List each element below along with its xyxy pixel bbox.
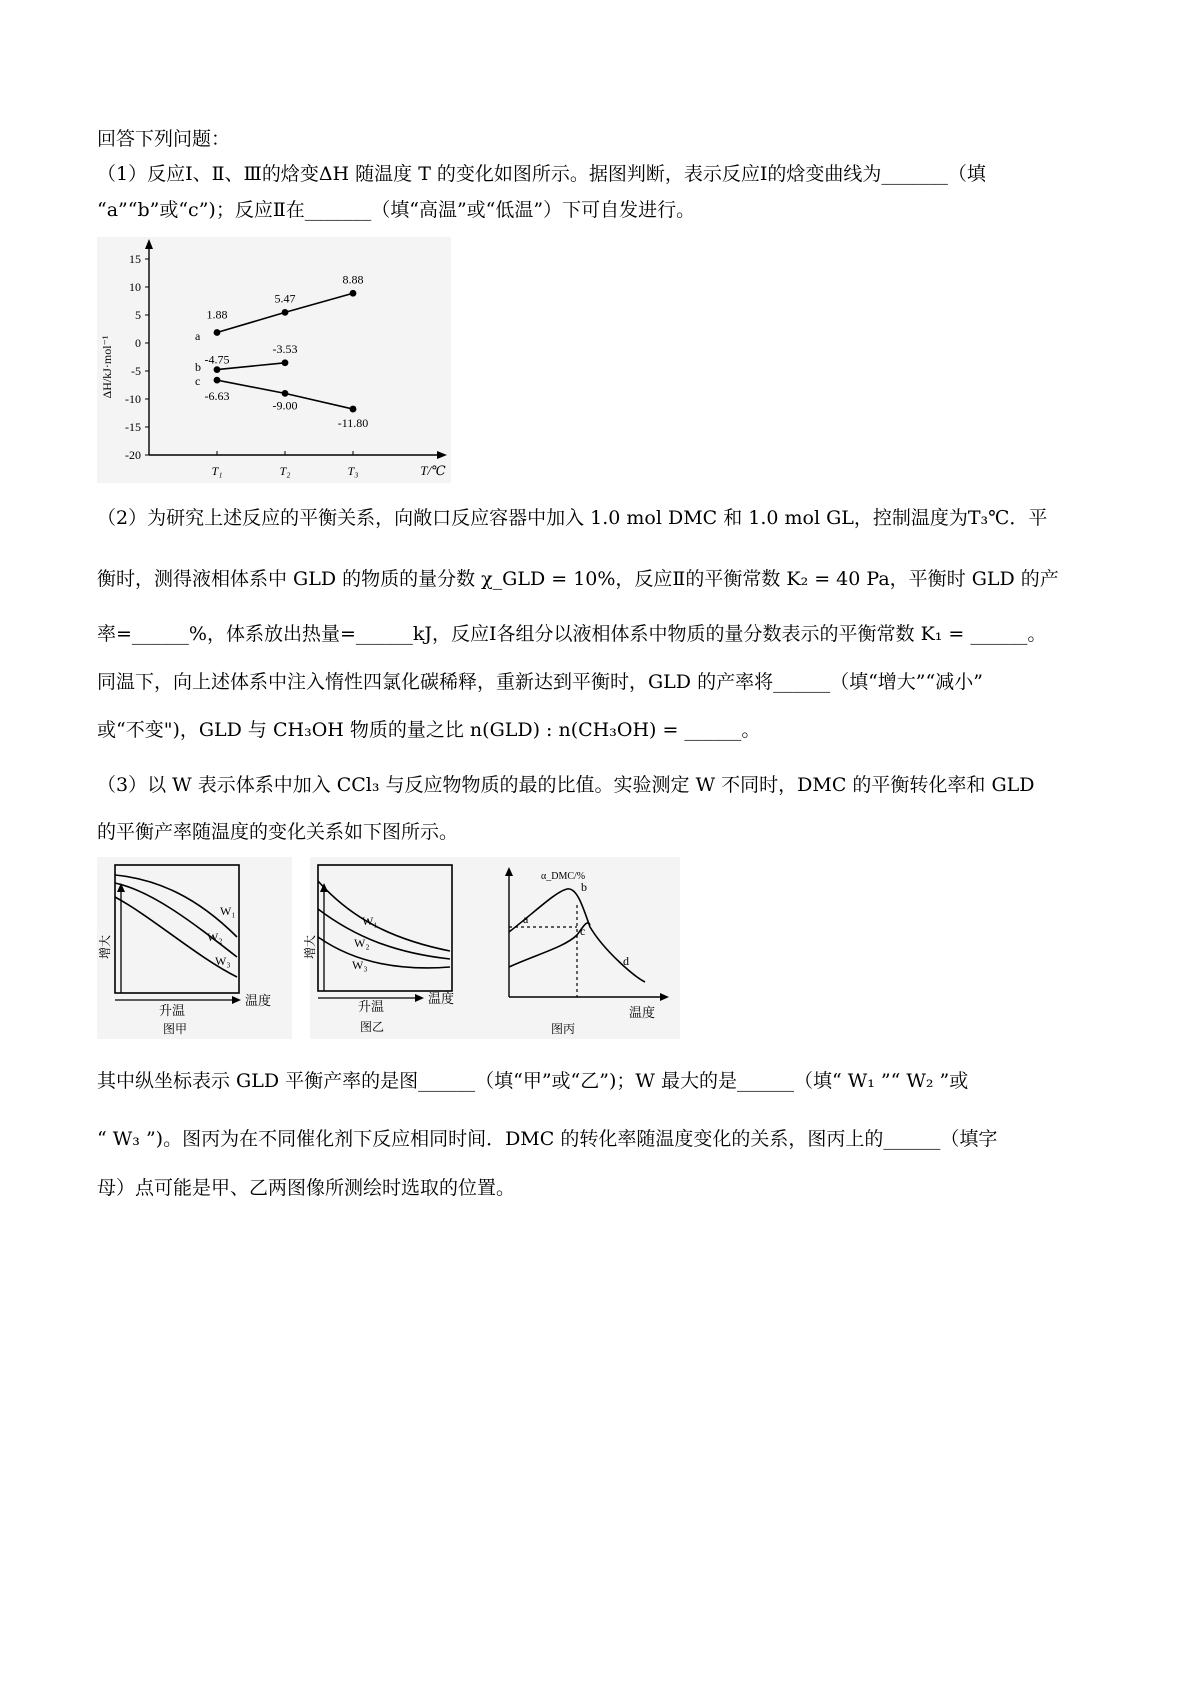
jia-w2-label: W₂ (207, 930, 223, 944)
jia-ylabel: 增大 (98, 934, 112, 960)
ytick-label: 5 (135, 308, 141, 322)
enthalpy-chart-ylabel: ΔH/kJ·mol⁻¹ (100, 335, 114, 399)
data-point-b (282, 359, 289, 366)
question-3-line-4: “ W₃ ”)。图丙为在不同催化剂下反应相同时间．DMC 的转化率随温度变化的关系，图丙上的______（填字 (97, 1128, 998, 1150)
question-3-line-3: 其中纵坐标表示 GLD 平衡产率的是图______（填“甲”或“乙”)；W 最大的是______（填“ W₁ ”“ W₂ ”或 (97, 1070, 969, 1092)
enthalpy-chart-svg (97, 237, 451, 483)
ytick-label: -5 (131, 364, 141, 378)
enthalpy-chart-xlabel: T/℃ (420, 463, 446, 478)
series-name-c: c (195, 374, 201, 388)
series-name-a: a (195, 329, 201, 343)
bing-point-d: d (623, 954, 629, 968)
ytick-label: 15 (129, 252, 141, 266)
xtick-label: T₂ (279, 464, 291, 478)
question-1-line-2: “a”“b”或“c”)；反应Ⅱ在_______（填“高温”或“低温”）下可自发进行。 (97, 199, 696, 221)
figure-yi (303, 857, 495, 1039)
question-2-line-2: 衡时，测得液相体系中 GLD 的物质的量分数 χ_GLD = 10%，反应Ⅱ的平衡常数 K₂ = 40 Pa，平衡时 GLD 的产 (97, 568, 1059, 590)
figure-yi-svg (303, 857, 495, 1039)
yi-curve-w1 (318, 881, 450, 951)
jia-w3-label: W₃ (215, 954, 231, 968)
jia-w1-label: W₁ (220, 904, 236, 918)
yi-w3-label: W₃ (352, 958, 368, 972)
bing-point-a: a (523, 912, 529, 926)
data-point-c (214, 377, 221, 384)
bing-title: 图丙 (551, 1022, 576, 1036)
xtick-label: T₃ (347, 464, 359, 478)
question-2-line-4: 同温下，向上述体系中注入惰性四氯化碳稀释，重新达到平衡时，GLD 的产率将______（填“增大”“减小” (97, 671, 983, 693)
figure-bing (495, 857, 680, 1039)
ytick-label: 10 (129, 280, 141, 294)
figure-jia-svg (97, 857, 292, 1039)
data-point-c (282, 390, 289, 397)
xtick-label: T₁ (211, 464, 223, 478)
question-3-line-5: 母）点可能是甲、乙两图像所测绘时选取的位置。 (97, 1177, 516, 1199)
bing-point-c: c (580, 924, 586, 938)
series-name-b: b (195, 360, 201, 374)
jia-title: 图甲 (163, 1022, 188, 1036)
data-label-a: 5.47 (274, 291, 296, 306)
line-1: 回答下列问题： (97, 128, 231, 150)
yi-ylabel: 增大 (303, 934, 317, 960)
bing-curve-lower (509, 923, 590, 967)
ytick-label: -20 (125, 448, 141, 462)
data-point-a (214, 329, 221, 336)
data-label-b: -3.53 (272, 341, 298, 356)
ytick-label: -10 (125, 392, 141, 406)
ytick-label: -15 (125, 420, 141, 434)
yi-w1-label: W₁ (362, 914, 378, 928)
jia-curve-w1 (115, 875, 237, 937)
yi-curve-w3 (318, 937, 450, 968)
bing-xlabel: 温度 (629, 1005, 656, 1020)
bing-ylabel: α_DMC/% (541, 871, 586, 882)
question-1-line-1: （1）反应Ⅰ、Ⅱ、Ⅲ的焓变ΔH 随温度 T 的变化如图所示。据图判断，表示反应Ⅰ的焓变曲线为_______（填 (97, 163, 986, 185)
question-3-line-2: 的平衡产率随温度的变化关系如下图所示。 (97, 821, 459, 843)
yi-title: 图乙 (360, 1020, 385, 1034)
question-2-line-5: 或“不变")，GLD 与 CH₃OH 物质的量之比 n(GLD) : n(CH₃OH) = ______。 (97, 719, 761, 741)
jia-xarrow-label: 升温 (159, 1003, 186, 1018)
data-label-c: -9.00 (272, 398, 298, 413)
yi-xarrow-label: 升温 (358, 999, 385, 1014)
question-3-line-1: （3）以 W 表示体系中加入 CCl₃ 与反应物物质的最的比值。实验测定 W 不同时，DMC 的平衡转化率和 GLD (97, 774, 1035, 796)
data-point-a (350, 290, 357, 297)
data-label-c: -6.63 (204, 389, 230, 404)
question-2-line-1: （2）为研究上述反应的平衡关系，向敞口反应容器中加入 1.0 mol DMC 和 1.0 mol GL，控制温度为T₃℃．平 (97, 507, 1048, 529)
data-label-a: 1.88 (206, 307, 228, 322)
yi-curve-w2 (318, 909, 450, 959)
data-point-a (282, 309, 289, 316)
data-label-c: -11.80 (337, 416, 369, 431)
ytick-label: 0 (135, 336, 141, 350)
yi-xlabel: 温度 (428, 991, 455, 1006)
data-label-b: -4.75 (204, 352, 230, 367)
enthalpy-chart (97, 237, 451, 483)
question-2-line-3: 率=______%，体系放出热量=______kJ，反应Ⅰ各组分以液相体系中物质的量分数表示的平衡常数 K₁ = ______。 (97, 623, 1047, 645)
data-point-c (350, 406, 357, 413)
data-label-a: 8.88 (342, 272, 364, 287)
bing-point-b: b (581, 880, 587, 894)
figure-bing-svg (495, 857, 680, 1039)
data-point-b (214, 366, 221, 373)
yi-w2-label: W₂ (354, 936, 370, 950)
figure-jia (97, 857, 292, 1039)
jia-xlabel: 温度 (245, 993, 272, 1008)
